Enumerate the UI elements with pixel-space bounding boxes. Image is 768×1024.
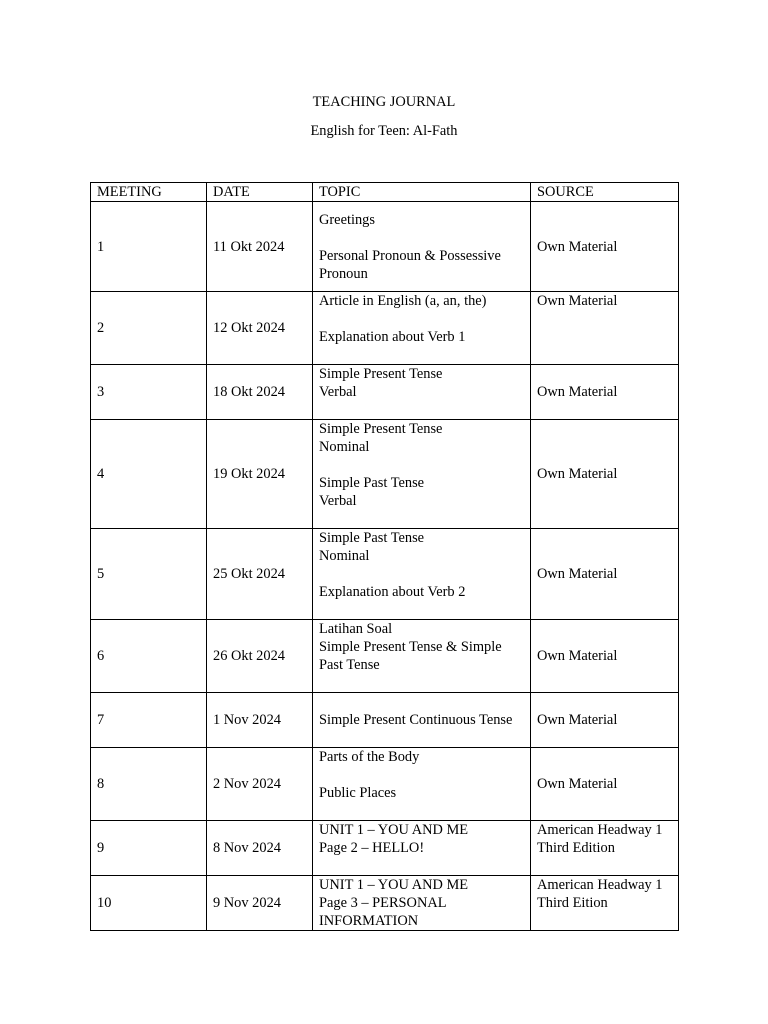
table-row [91, 620, 679, 693]
document-subtitle: English for Teen: Al-Fath [310, 123, 458, 139]
source-line: Own Material [537, 384, 618, 400]
source-cell [531, 876, 679, 931]
source-cell [531, 202, 679, 292]
date-cell: 25 Okt 2024 [207, 529, 313, 620]
topic-line: Simple Present Tense & Simple [319, 639, 502, 655]
topic-line: Simple Past Tense [319, 530, 425, 546]
topic-cell [313, 748, 531, 821]
topic-line: Simple Present Tense [319, 421, 443, 437]
source-cell [531, 821, 679, 876]
source-line: Own Material [537, 776, 618, 792]
header-row [91, 183, 679, 202]
topic-spacer [319, 229, 524, 247]
topic-cell [313, 202, 531, 292]
date-cell: 19 Okt 2024 [207, 420, 313, 529]
topic-line: Simple Present Continuous Tense [319, 712, 513, 728]
table-row [91, 202, 679, 292]
topic-cell [313, 292, 531, 365]
topic-line: Parts of the Body [319, 749, 420, 765]
date-cell: 8 Nov 2024 [207, 821, 313, 876]
table-header [91, 183, 679, 202]
source-cell [531, 529, 679, 620]
table-row [91, 748, 679, 821]
topic-line: UNIT 1 – YOU AND ME [319, 877, 469, 893]
source-line: American Headway 1 [537, 877, 663, 893]
meeting-cell: 10 [91, 876, 207, 931]
source-line: Own Material [537, 293, 618, 309]
topic-spacer [319, 565, 524, 583]
date-cell: 18 Okt 2024 [207, 365, 313, 420]
table-row [91, 365, 679, 420]
topic-line: Public Places [319, 785, 397, 801]
topic-cell [313, 620, 531, 693]
teaching-journal-table [90, 182, 679, 931]
topic-line: Pronoun [319, 265, 368, 282]
topic-line: Nominal [319, 548, 370, 564]
source-line: Own Material [537, 566, 618, 582]
topic-line: Personal Pronoun & Possessive [319, 247, 501, 264]
topic-cell [313, 420, 531, 529]
topic-line: Greetings [319, 211, 375, 228]
source-cell [531, 365, 679, 420]
topic-cell [313, 693, 531, 748]
table-body [91, 202, 679, 931]
source-cell [531, 693, 679, 748]
topic-line: Simple Present Tense [319, 366, 443, 382]
source-line: Own Material [537, 466, 618, 482]
table-row [91, 693, 679, 748]
topic-line: Verbal [319, 493, 357, 509]
meeting-cell: 9 [91, 821, 207, 876]
header-meeting: MEETING [91, 183, 207, 202]
topic-spacer [319, 346, 524, 364]
meeting-cell: 3 [91, 365, 207, 420]
topic-cell [313, 876, 531, 931]
source-cell [531, 620, 679, 693]
topic-line: Explanation about Verb 2 [319, 584, 466, 600]
meeting-cell: 2 [91, 292, 207, 365]
meeting-cell: 5 [91, 529, 207, 620]
table-row [91, 821, 679, 876]
topic-line: Simple Past Tense [319, 475, 425, 491]
topic-spacer [319, 729, 524, 747]
date-cell: 1 Nov 2024 [207, 693, 313, 748]
topic-line: INFORMATION [319, 913, 419, 929]
date-cell: 11 Okt 2024 [207, 202, 313, 292]
date-cell: 9 Nov 2024 [207, 876, 313, 931]
topic-line: Page 2 – HELLO! [319, 840, 425, 856]
header-source: SOURCE [531, 183, 679, 202]
topic-spacer [319, 510, 524, 528]
meeting-cell: 4 [91, 420, 207, 529]
source-line: Own Material [537, 238, 618, 255]
meeting-cell: 7 [91, 693, 207, 748]
source-cell [531, 292, 679, 365]
topic-spacer [319, 310, 524, 328]
date-cell: 26 Okt 2024 [207, 620, 313, 693]
topic-cell [313, 365, 531, 420]
topic-line: Nominal [319, 439, 370, 455]
topic-line: UNIT 1 – YOU AND ME [319, 822, 469, 838]
topic-spacer [319, 857, 524, 875]
topic-spacer [319, 674, 524, 692]
table-row [91, 292, 679, 365]
document-title: TEACHING JOURNAL [312, 94, 456, 110]
topic-spacer [319, 802, 524, 820]
topic-spacer [319, 693, 524, 711]
source-cell [531, 748, 679, 821]
date-cell: 12 Okt 2024 [207, 292, 313, 365]
topic-spacer [319, 601, 524, 619]
source-line: Third Edition [537, 840, 615, 856]
source-line: Own Material [537, 648, 618, 664]
topic-line: Page 3 – PERSONAL [319, 895, 447, 911]
meeting-cell: 1 [91, 202, 207, 292]
topic-line: Verbal [319, 384, 357, 400]
topic-spacer [319, 766, 524, 784]
meeting-cell: 6 [91, 620, 207, 693]
source-cell [531, 420, 679, 529]
header-topic: TOPIC [313, 183, 531, 202]
topic-cell [313, 529, 531, 620]
topic-line: Explanation about Verb 1 [319, 329, 466, 345]
source-line: Own Material [537, 712, 618, 728]
header-date: DATE [207, 183, 313, 202]
meeting-cell: 8 [91, 748, 207, 821]
topic-line: Article in English (a, an, the) [319, 293, 487, 309]
date-cell: 2 Nov 2024 [207, 748, 313, 821]
topic-spacer [319, 401, 524, 419]
topic-spacer [319, 456, 524, 474]
topic-cell [313, 821, 531, 876]
table-row [91, 876, 679, 931]
topic-line: Latihan Soal [319, 621, 393, 637]
source-line: American Headway 1 [537, 822, 663, 838]
table-row [91, 420, 679, 529]
table-row [91, 529, 679, 620]
topic-line: Past Tense [319, 657, 380, 673]
source-line: Third Eition [537, 895, 608, 911]
